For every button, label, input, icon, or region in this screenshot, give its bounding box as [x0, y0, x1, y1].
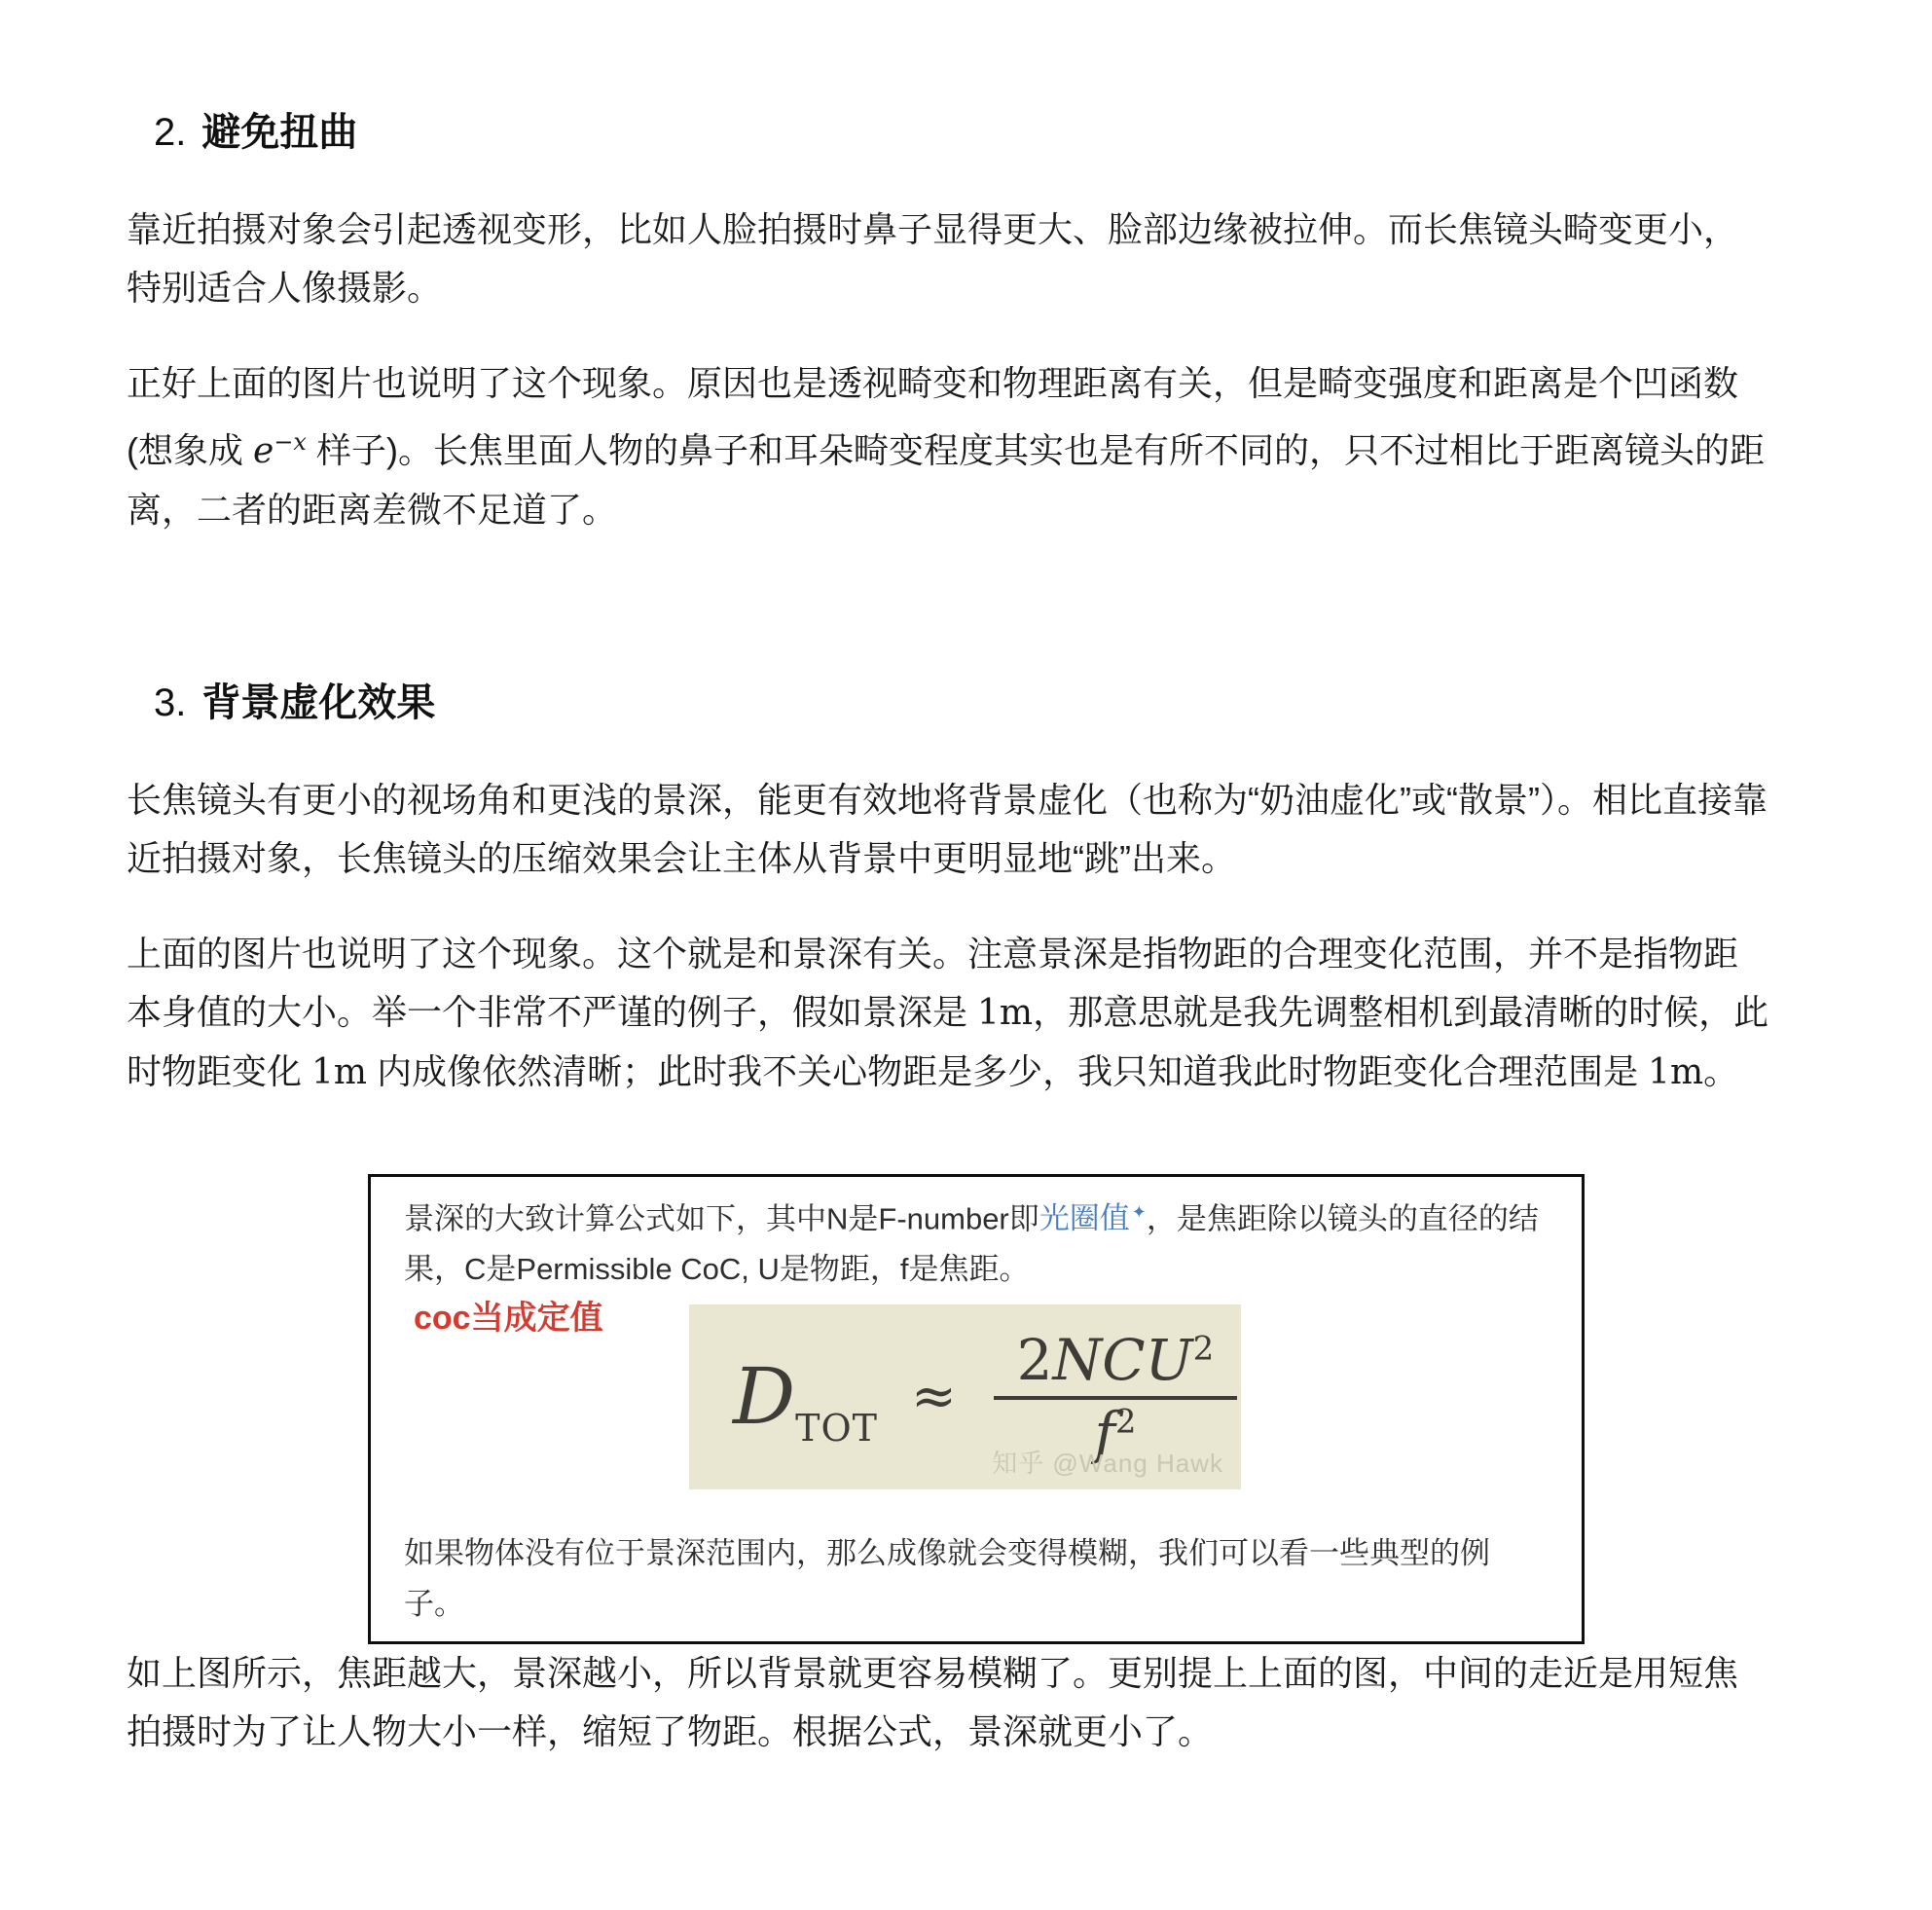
formula-numerator-exponent: 2	[1192, 1330, 1215, 1370]
caption-segment: ，是焦距除以镜头的直径的结果，C是Permissible CoC, U是物距，f是焦距。	[404, 1201, 1539, 1287]
formula-subscript-tot: TOT	[795, 1407, 878, 1451]
section-number: 2.	[154, 111, 187, 154]
section-title: 背景虚化效果	[201, 681, 436, 724]
text-segment-after-math: 样子)。长焦里面人物的鼻子和耳朵畸变程度其实也是有所不同的，只不过相比于距离镜头的距离，二者的距离差微不足道了。	[127, 430, 1765, 530]
dof-formula-image	[689, 1304, 1241, 1489]
math-e-power-x	[253, 428, 307, 471]
formula-variables: NCU	[1052, 1327, 1193, 1394]
math-1m: 1m	[1648, 1052, 1704, 1092]
figure-caption-top	[404, 1187, 1543, 1295]
section-title: 避免扭曲	[201, 111, 358, 154]
formula-coefficient: 2	[1016, 1327, 1053, 1394]
formula-f: f	[1094, 1400, 1115, 1467]
section-number: 3.	[154, 681, 187, 724]
text-segment-before-math: 正好上面的图片也说明了这个现象。原因也是透视畸变和物理距离有关，但是畸变强度和距离是个凹函数 (想象成	[127, 363, 1739, 470]
figure-caption-bottom: 如果物体没有位于景深范围内，那么成像就会变得模糊，我们可以看一些典型的例子。	[404, 1536, 1490, 1622]
link-reference-star-icon: ✦	[1131, 1202, 1147, 1222]
link-label: 光圈值	[1039, 1201, 1130, 1236]
math-1m: 1m	[311, 1052, 368, 1092]
paragraph-distortion-detail	[127, 354, 1771, 539]
math-1m: 1m	[977, 993, 1034, 1033]
math-exponent: −x	[273, 428, 307, 456]
formula-numerator	[1016, 1327, 1215, 1394]
formula-D: D	[733, 1351, 796, 1443]
text-segment: 。	[1703, 1051, 1739, 1091]
text-segment: ，那意思就是我先调整相机到最清晰的时候，此时物距变化	[127, 992, 1769, 1091]
section-heading-background-blur	[154, 680, 1805, 726]
text-segment: 上面的图片也说明了这个现象。这个就是和景深有关。注意景深是指物距的合理变化范围，并不是指物距本身值的大小。举一个非常不严谨的例子，假如景深是	[127, 934, 1739, 1032]
aperture-value-link[interactable]	[1039, 1201, 1147, 1235]
formula-approx-sign: ≈	[911, 1365, 957, 1429]
paragraph-distortion-intro: 靠近拍摄对象会引起透视变形，比如人脸拍摄时鼻子显得更大、脸部边缘被拉伸。而长焦镜头畸变更小，特别适合人像摄影。	[127, 209, 1739, 308]
paragraph-conclusion: 如上图所示，焦距越大，景深越小，所以背景就更容易模糊了。更别提上上面的图，中间的走近是用短焦拍摄时为了让人物大小一样，缩短了物距。根据公式，景深就更小了。	[127, 1653, 1739, 1752]
coc-constant-annotation: coc当成定值	[414, 1300, 603, 1338]
dof-formula-figure[interactable]	[368, 1174, 1585, 1644]
formula-denominator-exponent: 2	[1114, 1403, 1137, 1442]
text-segment: 内成像依然清晰；此时我不关心物距是多少，我只知道我此时物距变化合理范围是	[367, 1051, 1649, 1091]
formula-lhs	[733, 1351, 878, 1451]
section-heading-avoid-distortion	[154, 109, 1805, 156]
math-base: e	[253, 431, 274, 471]
paragraph-bokeh-intro: 长焦镜头有更小的视场角和更浅的景深，能更有效地将背景虚化（也称为“奶油虚化”或“散景”）。相比直接靠近拍摄对象，长焦镜头的压缩效果会让主体从背景中更明显地“跳”出来。	[127, 780, 1768, 878]
paragraph-dof-explanation	[127, 925, 1771, 1102]
zhihu-watermark: 知乎 @Wang Hawk	[992, 1449, 1223, 1479]
caption-segment: 景深的大致计算公式如下，其中N是F-number即	[404, 1201, 1039, 1236]
figure-annotation-row	[404, 1297, 1549, 1489]
